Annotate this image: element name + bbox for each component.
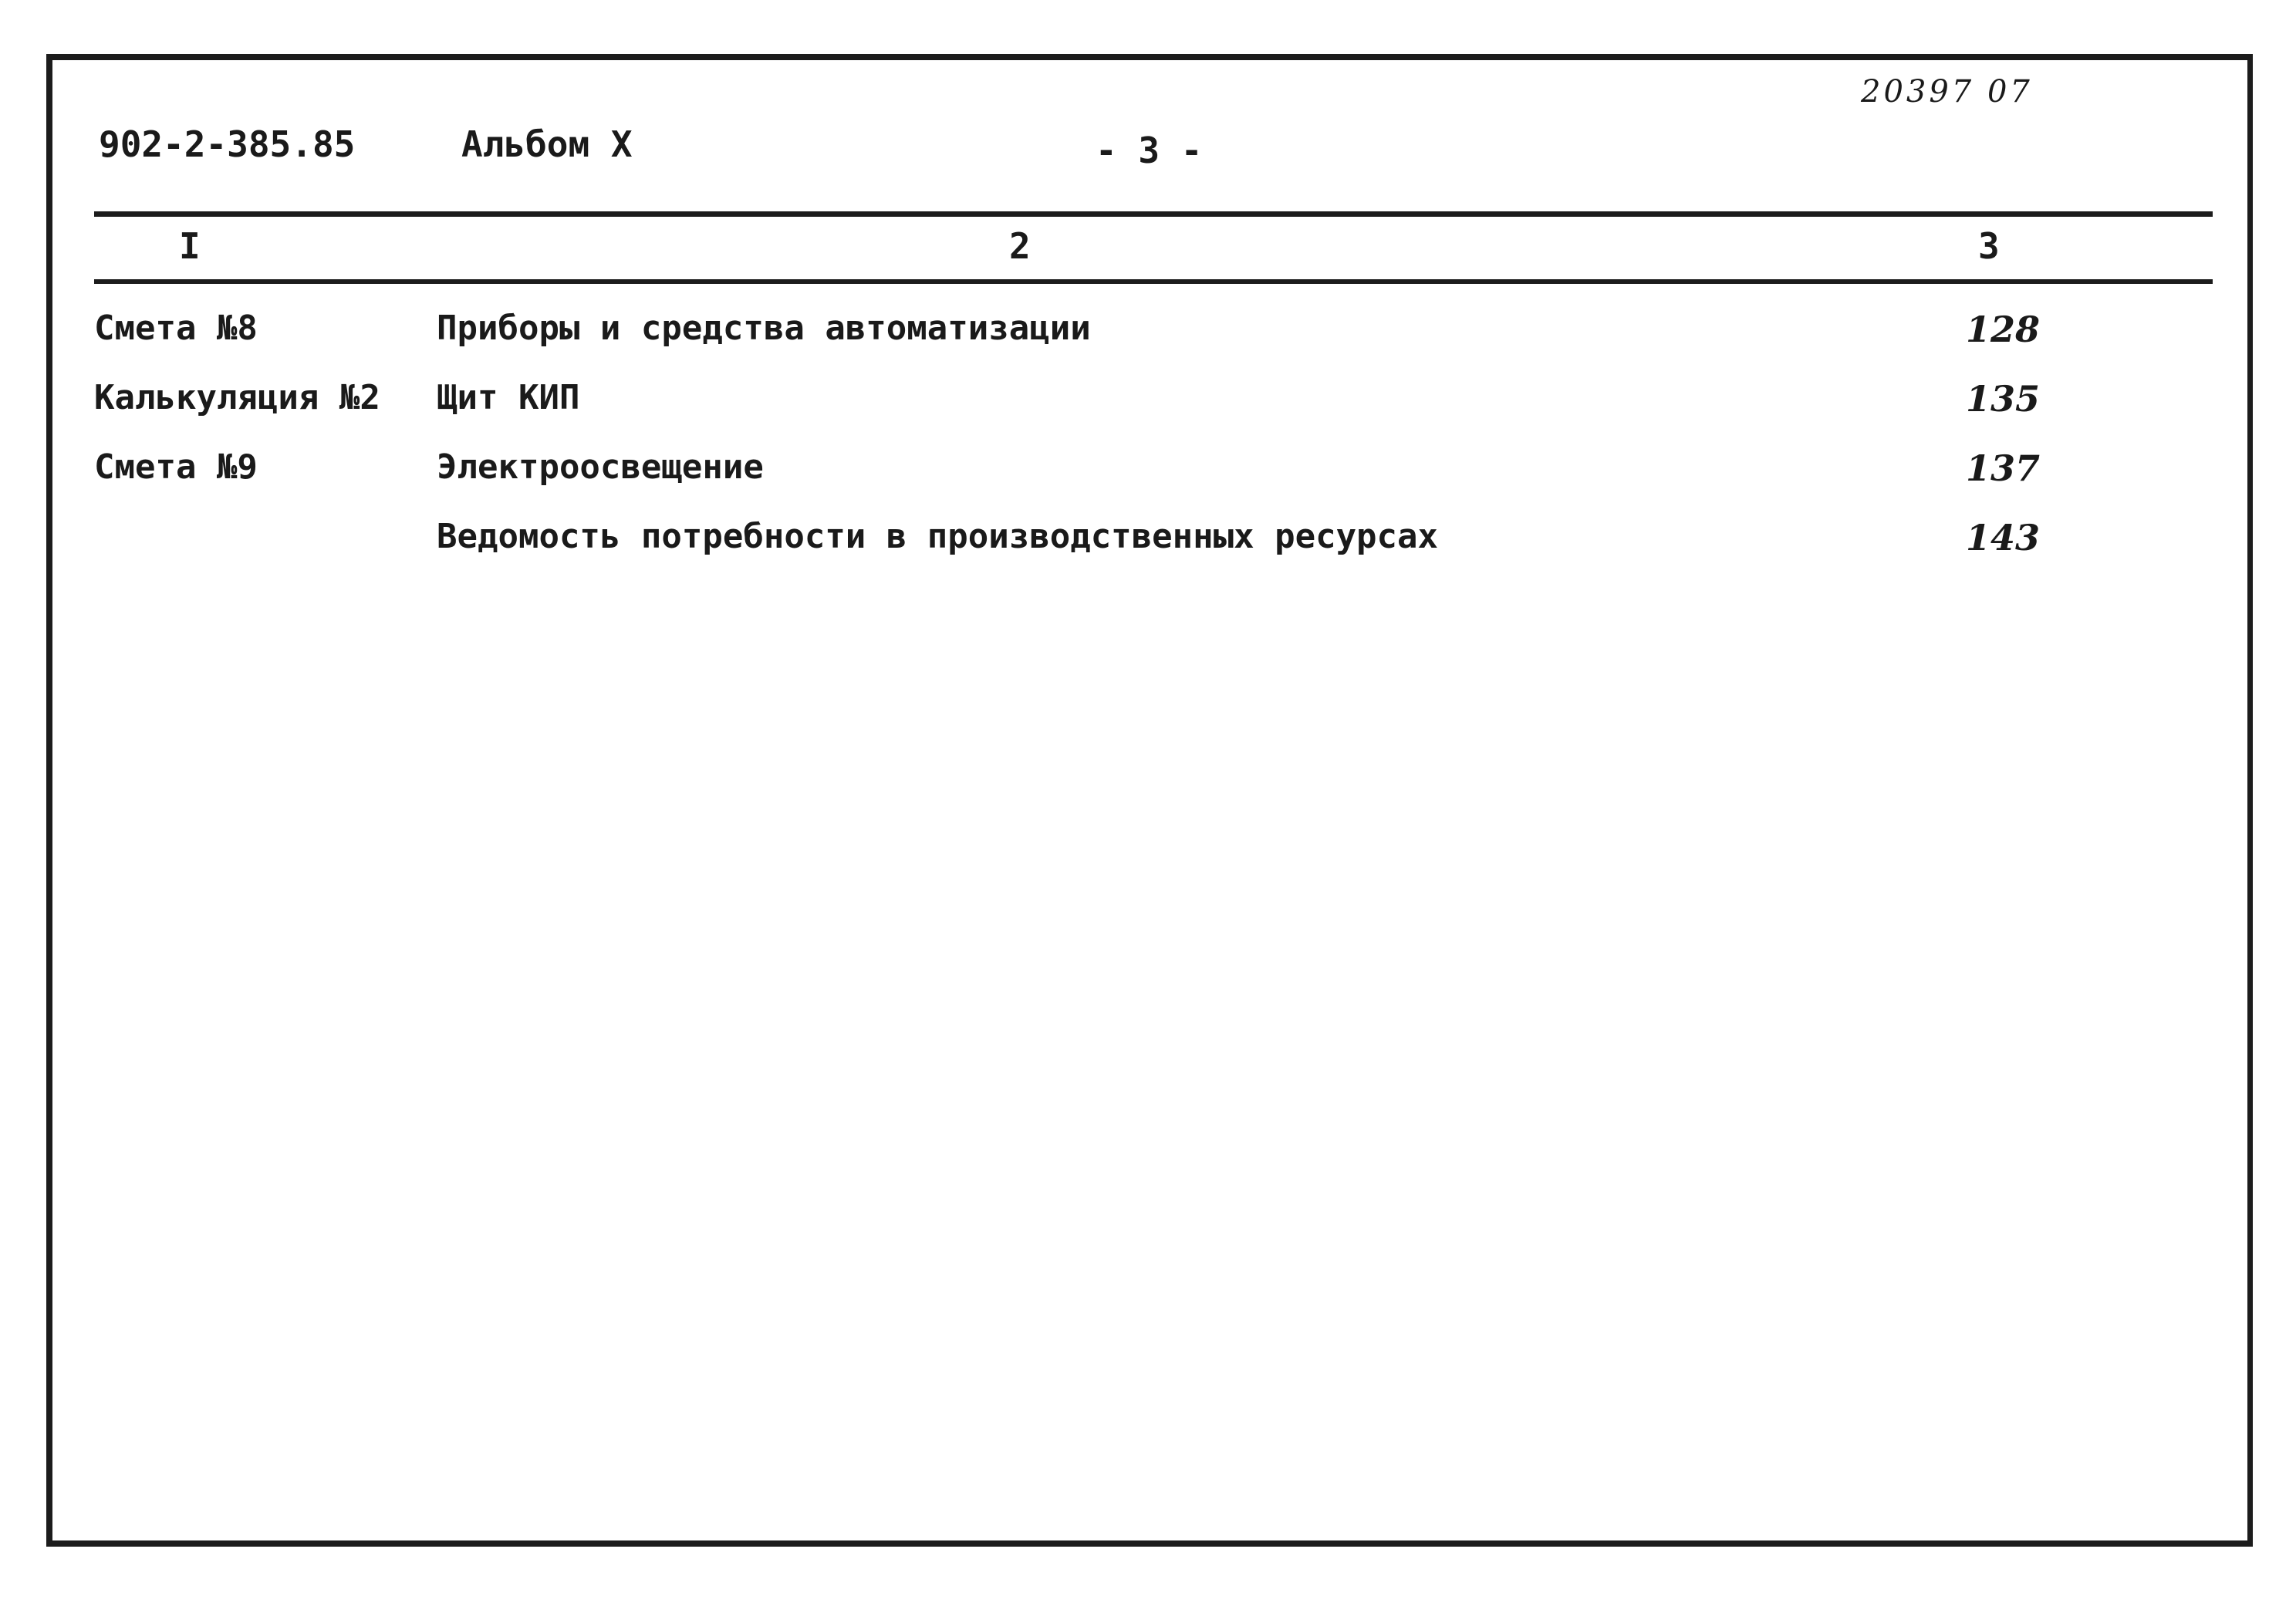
row-page: 128	[1965, 309, 2040, 350]
row-title: Электроосвещение	[437, 447, 764, 487]
row-code: Смета №9	[94, 447, 258, 487]
row-code: Смета №8	[94, 309, 258, 348]
page-number: - 3 -	[1096, 130, 1203, 171]
row-page: 137	[1965, 447, 2040, 489]
column-header-2: 2	[1009, 225, 1031, 267]
row-title: Щит КИП	[437, 378, 580, 417]
table-row	[0, 378, 2296, 440]
column-header-1: I	[179, 225, 201, 267]
row-page: 135	[1965, 378, 2040, 420]
table-row	[0, 447, 2296, 509]
table-top-rule	[94, 211, 2213, 217]
row-page: 143	[1965, 517, 2040, 558]
row-code: Калькуляция №2	[94, 378, 380, 417]
table-row	[0, 517, 2296, 579]
archive-stamp-number: 20397 07	[1861, 74, 2033, 110]
column-header-3: 3	[1978, 225, 2000, 267]
document-code: 902-2-385.85	[99, 123, 356, 165]
table-row	[0, 309, 2296, 370]
sheet-frame	[46, 54, 2253, 1547]
table-header-rule	[94, 279, 2213, 284]
row-title: Ведомость потребности в производственных ресурсах	[437, 517, 1439, 556]
album-label: Альбом X	[461, 123, 633, 165]
row-title: Приборы и средства автоматизации	[437, 309, 1091, 348]
